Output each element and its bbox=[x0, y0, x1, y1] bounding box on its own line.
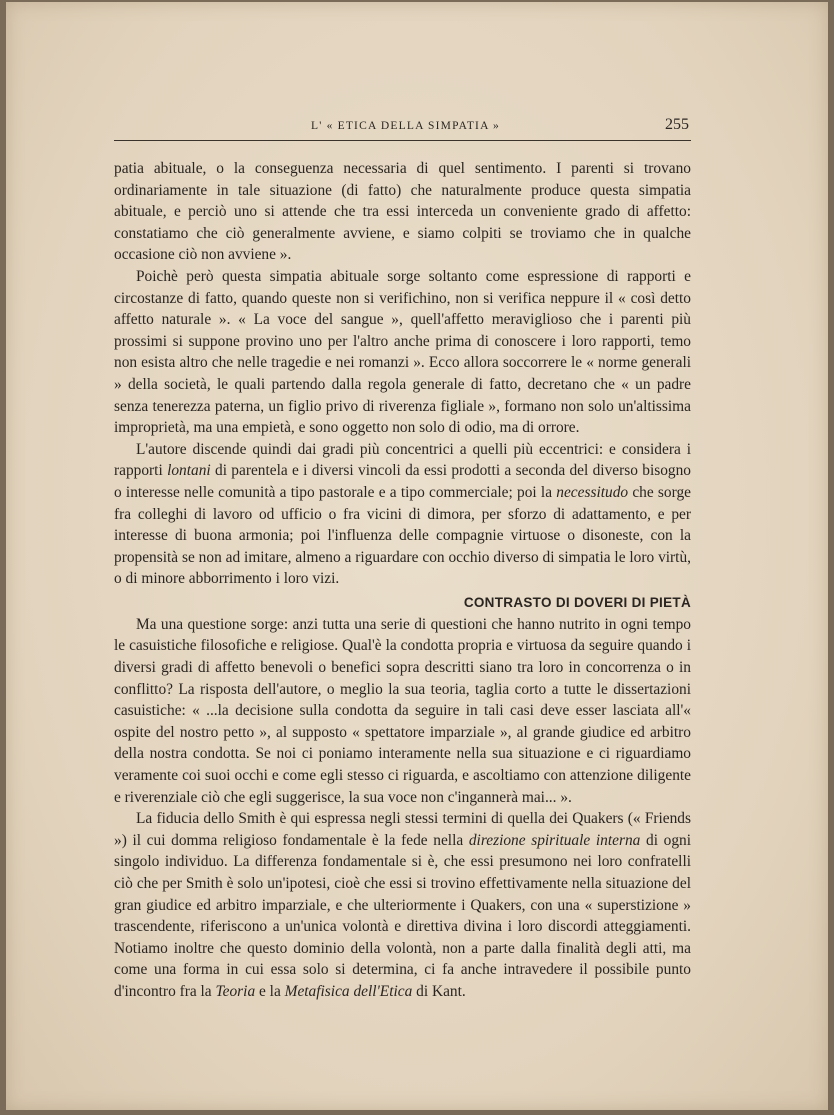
paragraph-3 bbox=[114, 439, 691, 590]
paragraph-5-italic-metafisica: Metafisica dell'Etica bbox=[284, 982, 413, 1000]
paragraph-5-text-c: di ogni singolo individuo. La differenza fondamentale si è, che essi presumono nei loro confratelli ciò che per Smith è solo un'ipotesi, cioè che essi si trovino effettivamente nella situazione del gran giudice ed arbitro imparziale, e che ulteriormente i Quakers, con una « superstizione » trascendente, riferiscono a un'unica volontà e direttiva divina i loro discordi atteggiamenti. Notiamo inoltre che questo dominio della volontà, non a parte dalla finalità degli atti, ma come una forma in cui essa solo si determina, ci fa anche intravedere il possibile punto d'incontro fra la bbox=[114, 831, 691, 1000]
section-title: CONTRASTO DI DOVERI DI PIETÀ bbox=[463, 594, 691, 610]
paragraph-1: patia abituale, o la conseguenza necessaria di quel sentimento. I parenti si trovano ordinariamente in tale situazione (di fatto) che naturalmente produce questa simpatia abituale, e perciò uno si attende che tra essi interceda un conveniente grado di affetto: constatiamo che ciò generalmente avviene, e siamo colpiti se troviamo che in qualche occasione ciò non avviene ». bbox=[114, 160, 691, 264]
paragraph-3-text-a: L'autore discende quindi dai gradi più concentrici a quelli più eccentrici: e considera i rapporti bbox=[114, 440, 691, 480]
body-text bbox=[114, 158, 691, 1003]
page-number: 255 bbox=[665, 116, 689, 133]
paragraph-5-italic-teoria: Teoria bbox=[215, 982, 256, 1000]
book-page bbox=[6, 2, 828, 1110]
paragraph-3-italic-lontani: lontani bbox=[167, 462, 211, 480]
paragraph-5-text-a: La fiducia dello Smith è qui espressa negli stessi termini di quella dei Quakers (« Friends ») il cui domma religioso fondamentale è la fede nella bbox=[114, 810, 691, 849]
paragraph-3-italic-necessitudo: necessitudo bbox=[556, 483, 629, 501]
paragraph-5-text-g: di Kant. bbox=[412, 982, 466, 1000]
paragraph-3-text-e: che sorge fra colleghi di lavoro od ufficio o fra vicini di dimora, per sforzo di adattamento, e per interesse di buona armonia; poi l'influenza delle compagnie virtuose o disoneste, con la propensità se non ad imitare, almeno a riguardare con occhio diverso di simpatia le loro virtù, o di minore abborrimento i loro vizi. bbox=[114, 483, 691, 588]
paragraph-5-italic-direzione: direzione spirituale interna bbox=[468, 831, 641, 849]
paragraph-5-text-e: e la bbox=[255, 982, 285, 1000]
running-title: L' « ETICA DELLA SIMPATIA » bbox=[311, 120, 500, 132]
paragraph-2: Poichè però questa simpatia abituale sorge soltanto come espressione di rapporti e circostanze di fatto, quando queste non si verifichino, non si verifica neppure il « così detto affetto naturale ». « La voce del sangue », quell'affetto meraviglioso che i parenti più prossimi si suppone provino uno per l'altro anche prima di conoscere i loro rapporti, temo non esista altro che nelle tragedie e nei romanzi ». Ecco allora soccorrere le « norme generali » della società, le quali partendo dalla regola generale di fatto, decretano che « un padre senza tenerezza paterna, un figlio privo di riverenza figliale », formano non solo un'altissima improprietà, ma una empietà, e sono oggetto non solo di odio, ma di orrore. bbox=[114, 267, 691, 437]
paragraph-4: Ma una questione sorge: anzi tutta una serie di questioni che hanno nutrito in ogni tempo le casuistiche filosofiche e religiose. Qual'è la condotta propria e virtuosa da seguire quando i diversi gradi di affetto benevoli o benefici sopra descritti siano tra loro in concorrenza o in conflitto? La risposta dell'autore, o meglio la sua teoria, taglia corto a tutte le dissertazioni casuistiche: « ...la decisione sulla condotta da seguire in tali casi deve esser lasciata all'« ospite del nostro petto », al supposto « spettatore imparziale », al grande giudice ed arbitro della nostra condotta. Se noi ci poniamo interamente nella sua situazione e ci riguardiamo veramente coi suoi occhi e come egli stesso ci riguarda, e ascoltiamo con attenzione diligente e riverenziale ciò che egli suggerisce, la sua voce non c'ingannerà mai... ». bbox=[114, 615, 691, 806]
running-header bbox=[114, 118, 691, 141]
paragraph-3-text-c: di parentela e i diversi vincoli da essi prodotti a seconda del diverso bisogno o interesse nelle comunità a tipo pastorale e a tipo commerciale; poi la bbox=[114, 462, 691, 501]
paragraph-5 bbox=[114, 808, 691, 1002]
